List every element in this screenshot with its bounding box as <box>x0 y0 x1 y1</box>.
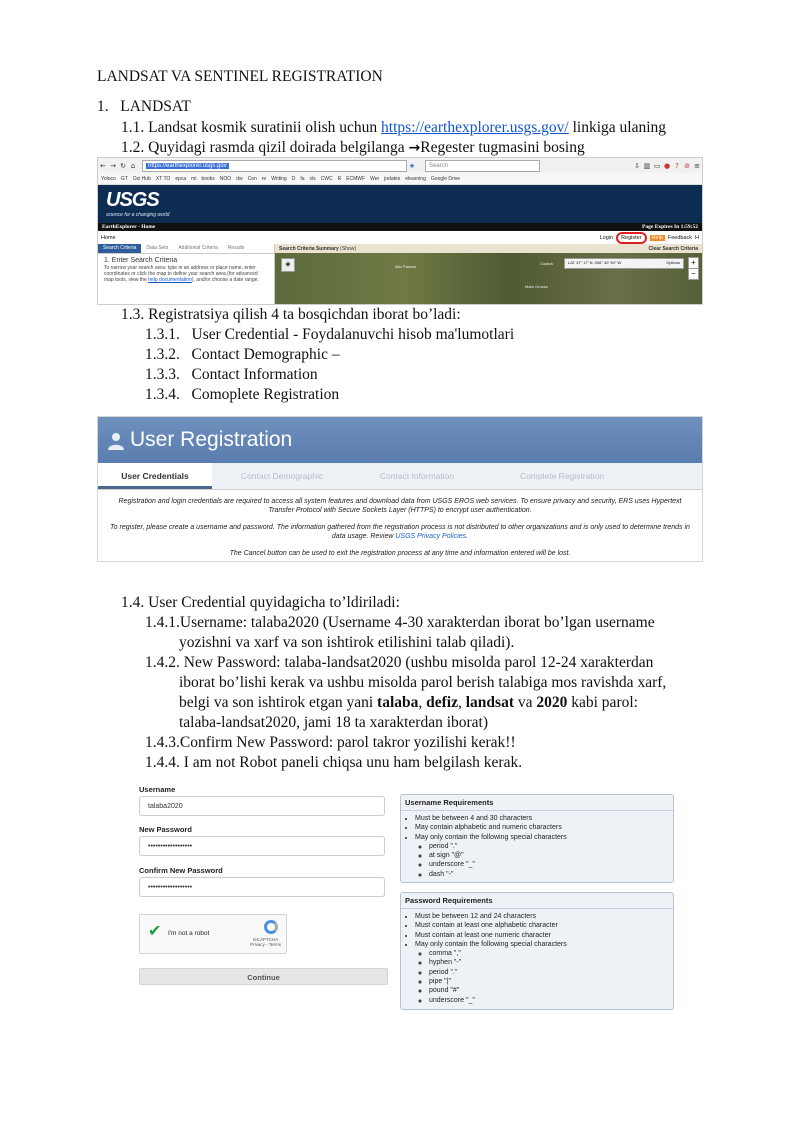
reload-icon[interactable]: ↻ <box>120 161 126 170</box>
help-link[interactable]: Help <box>651 235 663 241</box>
requirement-item: • Must be between 12 and 24 characters <box>415 912 673 921</box>
item-1-3-1 <box>145 325 514 345</box>
item-number: 1.3.3. <box>145 366 180 383</box>
text-segment: kabi parol: <box>571 694 638 711</box>
downloads-icon[interactable]: ⇩ <box>634 161 640 170</box>
tab-search-criteria[interactable]: Search Criteria <box>98 244 141 253</box>
item-1-4-3 <box>145 733 516 753</box>
bookmark-item[interactable]: re <box>261 175 267 182</box>
earthexplorer-screenshot <box>97 157 703 305</box>
requirement-item: • Must contain at least one alphabetic character <box>415 921 673 930</box>
search-description <box>98 265 274 283</box>
requirement-item <box>415 833 673 879</box>
item-1-4-2 <box>145 653 653 673</box>
item-text-after: linkiga ulaning <box>572 119 667 136</box>
recaptcha-brand: reCAPTCHA <box>252 937 279 942</box>
site-nav <box>98 231 702 245</box>
comma: , <box>457 694 462 711</box>
right-arrow-icon: → <box>408 140 421 156</box>
special-char-item: ◦ pipe "|" <box>429 977 673 986</box>
item-text: Landsat kosmik suratinii olish uchun <box>148 119 378 136</box>
map-label: Mato Grosso <box>525 284 548 289</box>
usgs-tagline: science for a changing world <box>106 212 170 218</box>
credentials-form-screenshot <box>135 782 680 1012</box>
tab-results[interactable]: Results <box>227 245 245 251</box>
item-text: Comoplete Registration <box>191 386 340 403</box>
section-1 <box>97 97 191 117</box>
bookmark-item[interactable]: mi <box>191 175 197 182</box>
item-1-4 <box>121 593 400 613</box>
registration-intro: Registration and login credentials are required to access all system features and download data from USGS EROS web services. To ensure privacy and security, ERS uses Hypertext Transfer Protocol with Secure Sockets Layer (HTTPS) to encrypt user authentication. <box>118 498 682 514</box>
url-text: https://earthexplorer.usgs.gov <box>148 162 227 169</box>
bold-term: defiz <box>426 694 458 711</box>
item-text: Quyidagi rasmda qizil doirada belgilanga <box>148 139 405 156</box>
bookmark-item[interactable]: CWC <box>320 175 333 182</box>
user-icon <box>108 432 124 450</box>
bold-term: 2020 <box>536 694 568 711</box>
item-1-3 <box>121 305 461 325</box>
confirm-password-label: Confirm New Password <box>139 866 223 875</box>
item-1-2 <box>121 138 585 158</box>
bookmark-item[interactable]: Wer <box>370 175 380 182</box>
registration-privacy <box>108 523 692 541</box>
registration-header <box>98 417 702 463</box>
item-text: Contact Demographic – <box>191 346 340 363</box>
recaptcha-widget[interactable] <box>139 914 287 954</box>
menu-icon[interactable]: ≡ <box>694 161 700 170</box>
password-requirements <box>400 892 674 1010</box>
tab-user-credentials[interactable]: User Credentials <box>98 463 212 489</box>
requirement-text: May only contain the following special characters <box>415 940 567 948</box>
summary-bar <box>275 244 702 253</box>
search-desc-text: To narrow your search area: type in an address or place name, enter coordinates or click the map to define your search area (for advanced map tools, view the <box>104 265 258 283</box>
registration-title: User Registration <box>130 428 293 451</box>
earthexplorer-title-bar <box>98 223 702 231</box>
special-char-item: ◦ underscore "_" <box>429 860 673 869</box>
item-text: User Credential quyidagicha to’ldiriladi: <box>148 594 400 611</box>
item-number: 1.4.3. <box>145 734 180 751</box>
bold-term: landsat <box>465 694 514 711</box>
username-requirements <box>400 794 674 883</box>
item-number: 1.4.1. <box>145 614 180 631</box>
map-label: Alto Paraná <box>395 264 416 269</box>
bookmark-item[interactable]: Cen <box>247 175 257 182</box>
bold-term: talaba <box>377 694 419 711</box>
zoom-out-button[interactable]: − <box>689 268 698 279</box>
new-password-label: New Password <box>139 825 192 834</box>
bookmark-item[interactable]: xls <box>309 175 316 182</box>
map-label: Cuiabá <box>540 261 553 266</box>
item-text: New Password: talaba-landsat2020 (ushbu misolda parol 12-24 xarakterdan <box>183 654 654 671</box>
bookmark-item[interactable]: GT <box>120 175 128 182</box>
sidebar-icon[interactable]: ▭ <box>653 161 661 170</box>
tab-complete-registration[interactable]: Complete Registration <box>519 471 605 481</box>
item-text-after: Regester tugmasini bosing <box>420 139 585 156</box>
bookmark-item[interactable]: D <box>291 175 296 182</box>
home-icon[interactable]: ⌂ <box>130 161 136 170</box>
special-char-item: ◦ period "." <box>429 968 673 977</box>
recaptcha-label: I'm not a robot <box>168 930 210 937</box>
search-heading: 1. Enter Search Criteria <box>104 257 178 264</box>
nav-h-link[interactable]: H <box>695 235 699 241</box>
bookmark-item[interactable]: fa <box>300 175 305 182</box>
page-expires: Page Expires In 1:59:52 <box>642 224 698 230</box>
browser-toolbar <box>98 158 702 173</box>
document-heading: LANDSAT VA SENTINEL REGISTRATION <box>97 68 383 85</box>
requirement-item: • May contain alphabetic and numeric characters <box>415 823 673 832</box>
tab-additional-criteria[interactable]: Additional Criteria <box>178 245 218 251</box>
special-char-item: ◦ dash "-" <box>429 870 673 879</box>
privacy-text: To register, please create a username and password. The information gathered from the registration process is not distributed to other organizations and is only used to determine trends in data usage. Review <box>110 524 690 540</box>
item-number: 1.1. <box>121 119 145 136</box>
item-1-4-1-cont: yozishni va xarf va son ishtirok etilishini talab qiladi). <box>179 634 515 651</box>
registration-steps <box>98 463 702 490</box>
item-number: 1.3. <box>121 306 145 323</box>
item-1-3-2 <box>145 345 340 365</box>
map-layer-button[interactable]: ◈ <box>281 258 295 272</box>
library-icon[interactable]: ▥ <box>643 161 651 170</box>
help-documentation-link[interactable]: help documentation <box>148 277 192 283</box>
password-requirements-title: Password Requirements <box>401 893 673 909</box>
map-view[interactable] <box>275 244 702 305</box>
tab-contact-demographic[interactable]: Contact Demographic <box>240 471 324 481</box>
stop-icon[interactable]: ⊘ <box>684 161 690 170</box>
username-label: Username <box>139 785 176 794</box>
bookmark-item[interactable]: XT TO <box>155 175 171 182</box>
requirement-item <box>415 940 673 1005</box>
recaptcha-privacy-terms[interactable]: Privacy - Terms <box>250 942 281 947</box>
username-requirements-list <box>401 814 673 879</box>
bookmark-item[interactable]: dw <box>236 175 243 182</box>
item-number: 1.4.2. <box>145 654 180 671</box>
item-1-3-3 <box>145 365 318 385</box>
bookmark-item[interactable]: jodates <box>384 175 401 182</box>
username-input[interactable]: talaba2020 <box>139 796 385 816</box>
feedback-link[interactable]: Feedback <box>667 235 693 241</box>
item-number: 1.3.4. <box>145 386 180 403</box>
extension-icon[interactable]: ● <box>663 161 671 170</box>
coordinate-readout[interactable] <box>564 258 684 269</box>
item-text: User Credential - Foydalanuvchi hisob ma'lumotlari <box>191 326 515 343</box>
bookmark-star-icon[interactable]: ★ <box>408 161 416 170</box>
special-char-item: ◦ hyphen "-" <box>429 958 673 967</box>
item-number: 1.3.1. <box>145 326 180 343</box>
nav-home-link[interactable]: Home <box>101 234 116 241</box>
confirm-password-input[interactable]: •••••••••••••••••• <box>139 877 385 897</box>
usgs-header <box>98 185 702 223</box>
summary-show-link[interactable]: (Show) <box>340 245 356 252</box>
item-1-1 <box>121 118 666 138</box>
continue-button[interactable]: Continue <box>139 968 388 985</box>
item-text: Confirm New Password: parol takror yozilishi kerak!! <box>179 734 516 751</box>
browser-search-input[interactable] <box>425 160 540 172</box>
register-link[interactable]: Register <box>616 232 646 244</box>
zoom-controls <box>688 257 699 280</box>
bookmark-item[interactable]: ECMWF <box>346 175 366 182</box>
item-1-4-2-line4: talaba-landsat2020, jami 18 ta xarakterdan iborat) <box>179 714 489 731</box>
site-title: EarthExplorer - Home <box>102 224 156 230</box>
comma: , <box>418 694 423 711</box>
item-number: 1.2. <box>121 139 145 156</box>
section-title: LANDSAT <box>120 98 191 115</box>
bookmarks-bar <box>98 173 702 185</box>
item-1-4-1 <box>145 613 655 633</box>
item-1-3-4 <box>145 385 339 405</box>
clear-search-link[interactable]: Clear Search Criteria <box>648 245 698 252</box>
text-segment: va <box>517 694 533 711</box>
bookmark-item[interactable]: epca <box>175 175 187 182</box>
item-text: Username: talaba2020 (Username 4-30 xarakterdan iborat bo’lgan username <box>179 614 655 631</box>
item-number: 1.4.4. <box>145 754 180 771</box>
item-number: 1.4. <box>121 594 145 611</box>
url-bar[interactable] <box>142 160 407 172</box>
special-char-item: ◦ comma "," <box>429 949 673 958</box>
text-segment: belgi va son ishtirok etgan yani <box>179 694 374 711</box>
new-password-input[interactable]: •••••••••••••••••• <box>139 836 385 856</box>
forward-icon[interactable]: → <box>110 161 116 170</box>
user-registration-screenshot <box>97 416 703 562</box>
item-1-4-4 <box>145 753 522 773</box>
bookmark-item[interactable]: books <box>201 175 215 182</box>
special-char-item: ◦ underscore "_" <box>429 996 673 1005</box>
tab-data-sets[interactable]: Data Sets <box>146 245 169 251</box>
password-requirements-list <box>401 912 673 1005</box>
bookmark-item[interactable]: Google Drive <box>430 175 461 182</box>
requirement-item: • Must be between 4 and 30 characters <box>415 814 673 823</box>
checkmark-icon[interactable]: ✔ <box>148 921 162 940</box>
usgs-logo[interactable]: USGS <box>106 189 159 211</box>
coords-text: LAT 37° 17' N, 056° 40' 50" W <box>568 260 622 265</box>
tab-contact-information[interactable]: Contact Information <box>379 471 455 481</box>
zoom-in-button[interactable]: + <box>691 258 696 267</box>
help-icon[interactable]: ? <box>675 161 679 170</box>
item-text: Registratsiya qilish 4 ta bosqichdan iborat bo’ladi: <box>148 306 461 323</box>
item-text: I am not Robot paneli chiqsa unu ham belgilash kerak. <box>183 754 523 771</box>
item-number: 1.3.2. <box>145 346 180 363</box>
summary-title: Search Criteria Summary <box>279 245 339 252</box>
username-requirements-title: Username Requirements <box>401 795 673 811</box>
bookmark-item[interactable]: R <box>337 175 342 182</box>
special-char-item: ◦ at sign "@" <box>429 851 673 860</box>
item-1-4-2-line2: iborat bo’lishi kerak va ushbu misolda parol berish talabiga mos ravishda xarf, <box>179 674 667 691</box>
search-placeholder: Search <box>429 162 449 169</box>
item-1-4-2-line3 <box>179 693 638 713</box>
requirement-text: May only contain the following special characters <box>415 833 567 841</box>
options-button[interactable]: Options <box>666 260 680 265</box>
registration-cancel-note: The Cancel button can be used to exit the registration process at any time and information entered will be lost. <box>229 550 571 557</box>
bookmark-item[interactable]: Ozi Hub <box>132 175 151 182</box>
recaptcha-logo-icon <box>264 920 278 934</box>
search-desc-end: ), and/or choose a date range. <box>191 277 259 283</box>
recaptcha-branding <box>250 937 281 947</box>
login-link[interactable]: Login <box>599 235 614 241</box>
bookmark-item[interactable]: elearning <box>405 175 426 182</box>
back-icon[interactable]: ← <box>100 161 106 170</box>
requirement-item: • Must contain at least one numeric character <box>415 931 673 940</box>
earthexplorer-link[interactable]: https://earthexplorer.usgs.gov/ <box>381 119 569 136</box>
special-char-item: ◦ pound "#" <box>429 986 673 995</box>
bookmark-item[interactable]: Writing <box>271 175 287 182</box>
bookmark-item[interactable]: Yoloco <box>101 175 116 182</box>
item-text: Contact Information <box>191 366 318 383</box>
privacy-policies-link[interactable]: USGS Privacy Policies. <box>395 533 469 540</box>
bookmark-item[interactable]: NOO <box>219 175 232 182</box>
section-number: 1. <box>97 98 109 115</box>
search-tabs <box>98 244 274 254</box>
special-char-item: ◦ period "." <box>429 842 673 851</box>
search-criteria-panel <box>98 244 275 305</box>
